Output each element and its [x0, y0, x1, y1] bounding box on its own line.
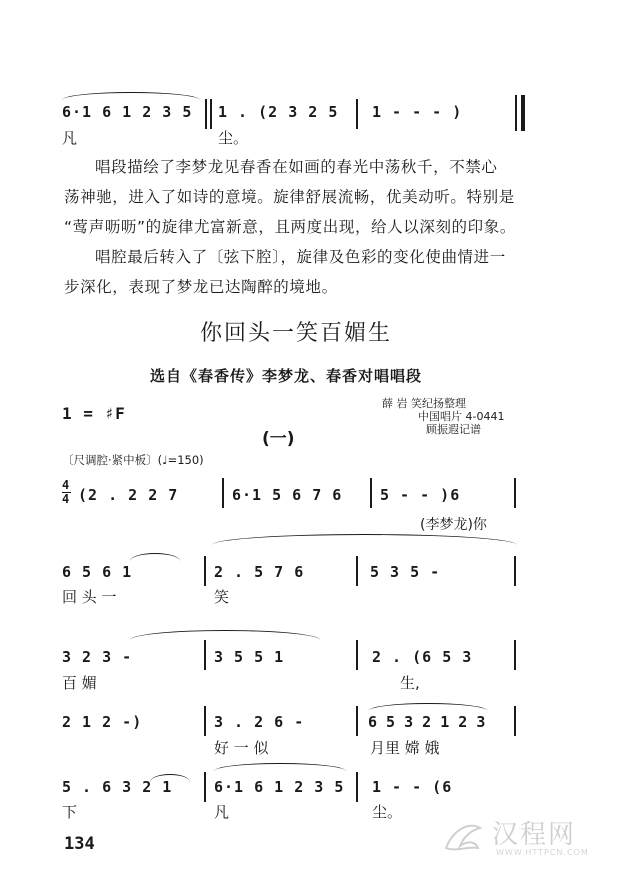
bar-line: [356, 706, 358, 736]
piece-title: 你回头一笑百媚生: [200, 321, 393, 346]
time-signature-top: 4: [62, 478, 71, 492]
page-number: 134: [64, 834, 95, 854]
bar-line: [204, 640, 206, 670]
slur: [212, 534, 517, 545]
commentary-line: 步深化，表现了梦龙已达陶醉的境地。: [64, 278, 338, 296]
score-measure: 1 . (2 3 2 5: [218, 103, 339, 121]
slur: [368, 703, 488, 711]
bar-line: [222, 478, 224, 508]
score-measure: 3 . 2 6 -: [214, 713, 305, 731]
bar-line: [514, 478, 516, 508]
slur: [62, 92, 200, 100]
score-measure: 5 . 6 3 2 1: [62, 778, 173, 796]
bar-line: [204, 706, 206, 736]
score-measure: 5 3 5 -: [370, 563, 441, 581]
watermark-url: WWW.HTTPCN.COM: [496, 848, 589, 857]
bar-line: [356, 640, 358, 670]
lyric: 好 一 似: [214, 739, 269, 757]
credit-line: 薛 岩 笑纪扬整理: [382, 397, 466, 410]
bar-line: [356, 772, 358, 802]
watermark-logo-icon: [440, 814, 486, 860]
bar-line: [204, 772, 206, 802]
bar-line: [356, 556, 358, 586]
score-measure: 6 5 3 2 1 2 3: [368, 713, 486, 731]
bar-line: [515, 95, 517, 131]
score-measure: 6 5 6 1: [62, 563, 133, 581]
commentary-line: “莺声呖呖”的旋律尤富新意，且两度出现，给人以深刻的印象。: [64, 218, 516, 236]
bar-line: [204, 556, 206, 586]
score-measure: 1 - - (6: [372, 778, 453, 796]
score-measure: 3 2 3 -: [62, 648, 133, 666]
lyric: 回 头 一: [62, 588, 117, 606]
bar-line: [521, 95, 525, 131]
lyric: 凡: [214, 803, 230, 821]
score-measure: (2 . 2 2 7: [78, 486, 179, 504]
lyric: 笑: [214, 588, 230, 606]
time-signature-bottom: 4: [62, 492, 71, 506]
lyric: 百 媚: [62, 674, 97, 692]
role-label: (李梦龙)你: [420, 517, 487, 533]
commentary-line: 唱腔最后转入了〔弦下腔〕，旋律及色彩的变化使曲情进一: [95, 248, 506, 266]
slur: [130, 553, 180, 561]
slur: [130, 630, 320, 640]
credit-line: 中国唱片 4-0441: [418, 410, 505, 423]
commentary-line: 唱段描绘了李梦龙见春香在如画的春光中荡秋千，不禁心: [95, 158, 498, 176]
bar-line: [205, 99, 207, 129]
score-measure: 5 - - )6: [380, 486, 461, 504]
score-measure: 6·1 6 1 2 3 5: [214, 778, 345, 796]
watermark-title: 汉程网: [492, 820, 577, 850]
lyric: 凡: [62, 129, 78, 147]
score-measure: 2 . (6 5 3: [372, 648, 473, 666]
score-measure: 6·1 6 1 2 3 5: [62, 103, 193, 121]
bar-line: [356, 99, 358, 129]
bar-line: [370, 478, 372, 508]
lyric: 下: [62, 803, 78, 821]
score-measure: 2 . 5 7 6: [214, 563, 305, 581]
lyric: 生,: [400, 674, 420, 692]
commentary-line: 荡神驰，进入了如诗的意境。旋律舒展流畅，优美动听。特别是: [64, 188, 515, 206]
piece-subtitle: 选自《春香传》李梦龙、春香对唱唱段: [150, 367, 423, 385]
tempo-marking: 〔尺调腔·紧中板〕(♩=150): [62, 453, 204, 467]
score-measure: 2 1 2 -): [62, 713, 143, 731]
credit-line: 顾振遐记谱: [426, 423, 481, 436]
bar-line: [514, 706, 516, 736]
lyric: 尘。: [218, 129, 249, 147]
slur: [214, 763, 346, 771]
watermark: [440, 810, 620, 866]
key-signature: 1 = ♯F: [62, 404, 126, 423]
lyric: 尘。: [372, 803, 403, 821]
bar-line: [514, 640, 516, 670]
bar-line: [210, 99, 212, 129]
score-measure: 6·1 5 6 7 6: [232, 486, 343, 504]
lyric: 月里 嫦 娥: [370, 739, 440, 757]
section-marker: (一): [262, 429, 295, 449]
bar-line: [514, 556, 516, 586]
score-measure: 1 - - - ): [372, 103, 463, 121]
score-measure: 3 5 5 1: [214, 648, 285, 666]
